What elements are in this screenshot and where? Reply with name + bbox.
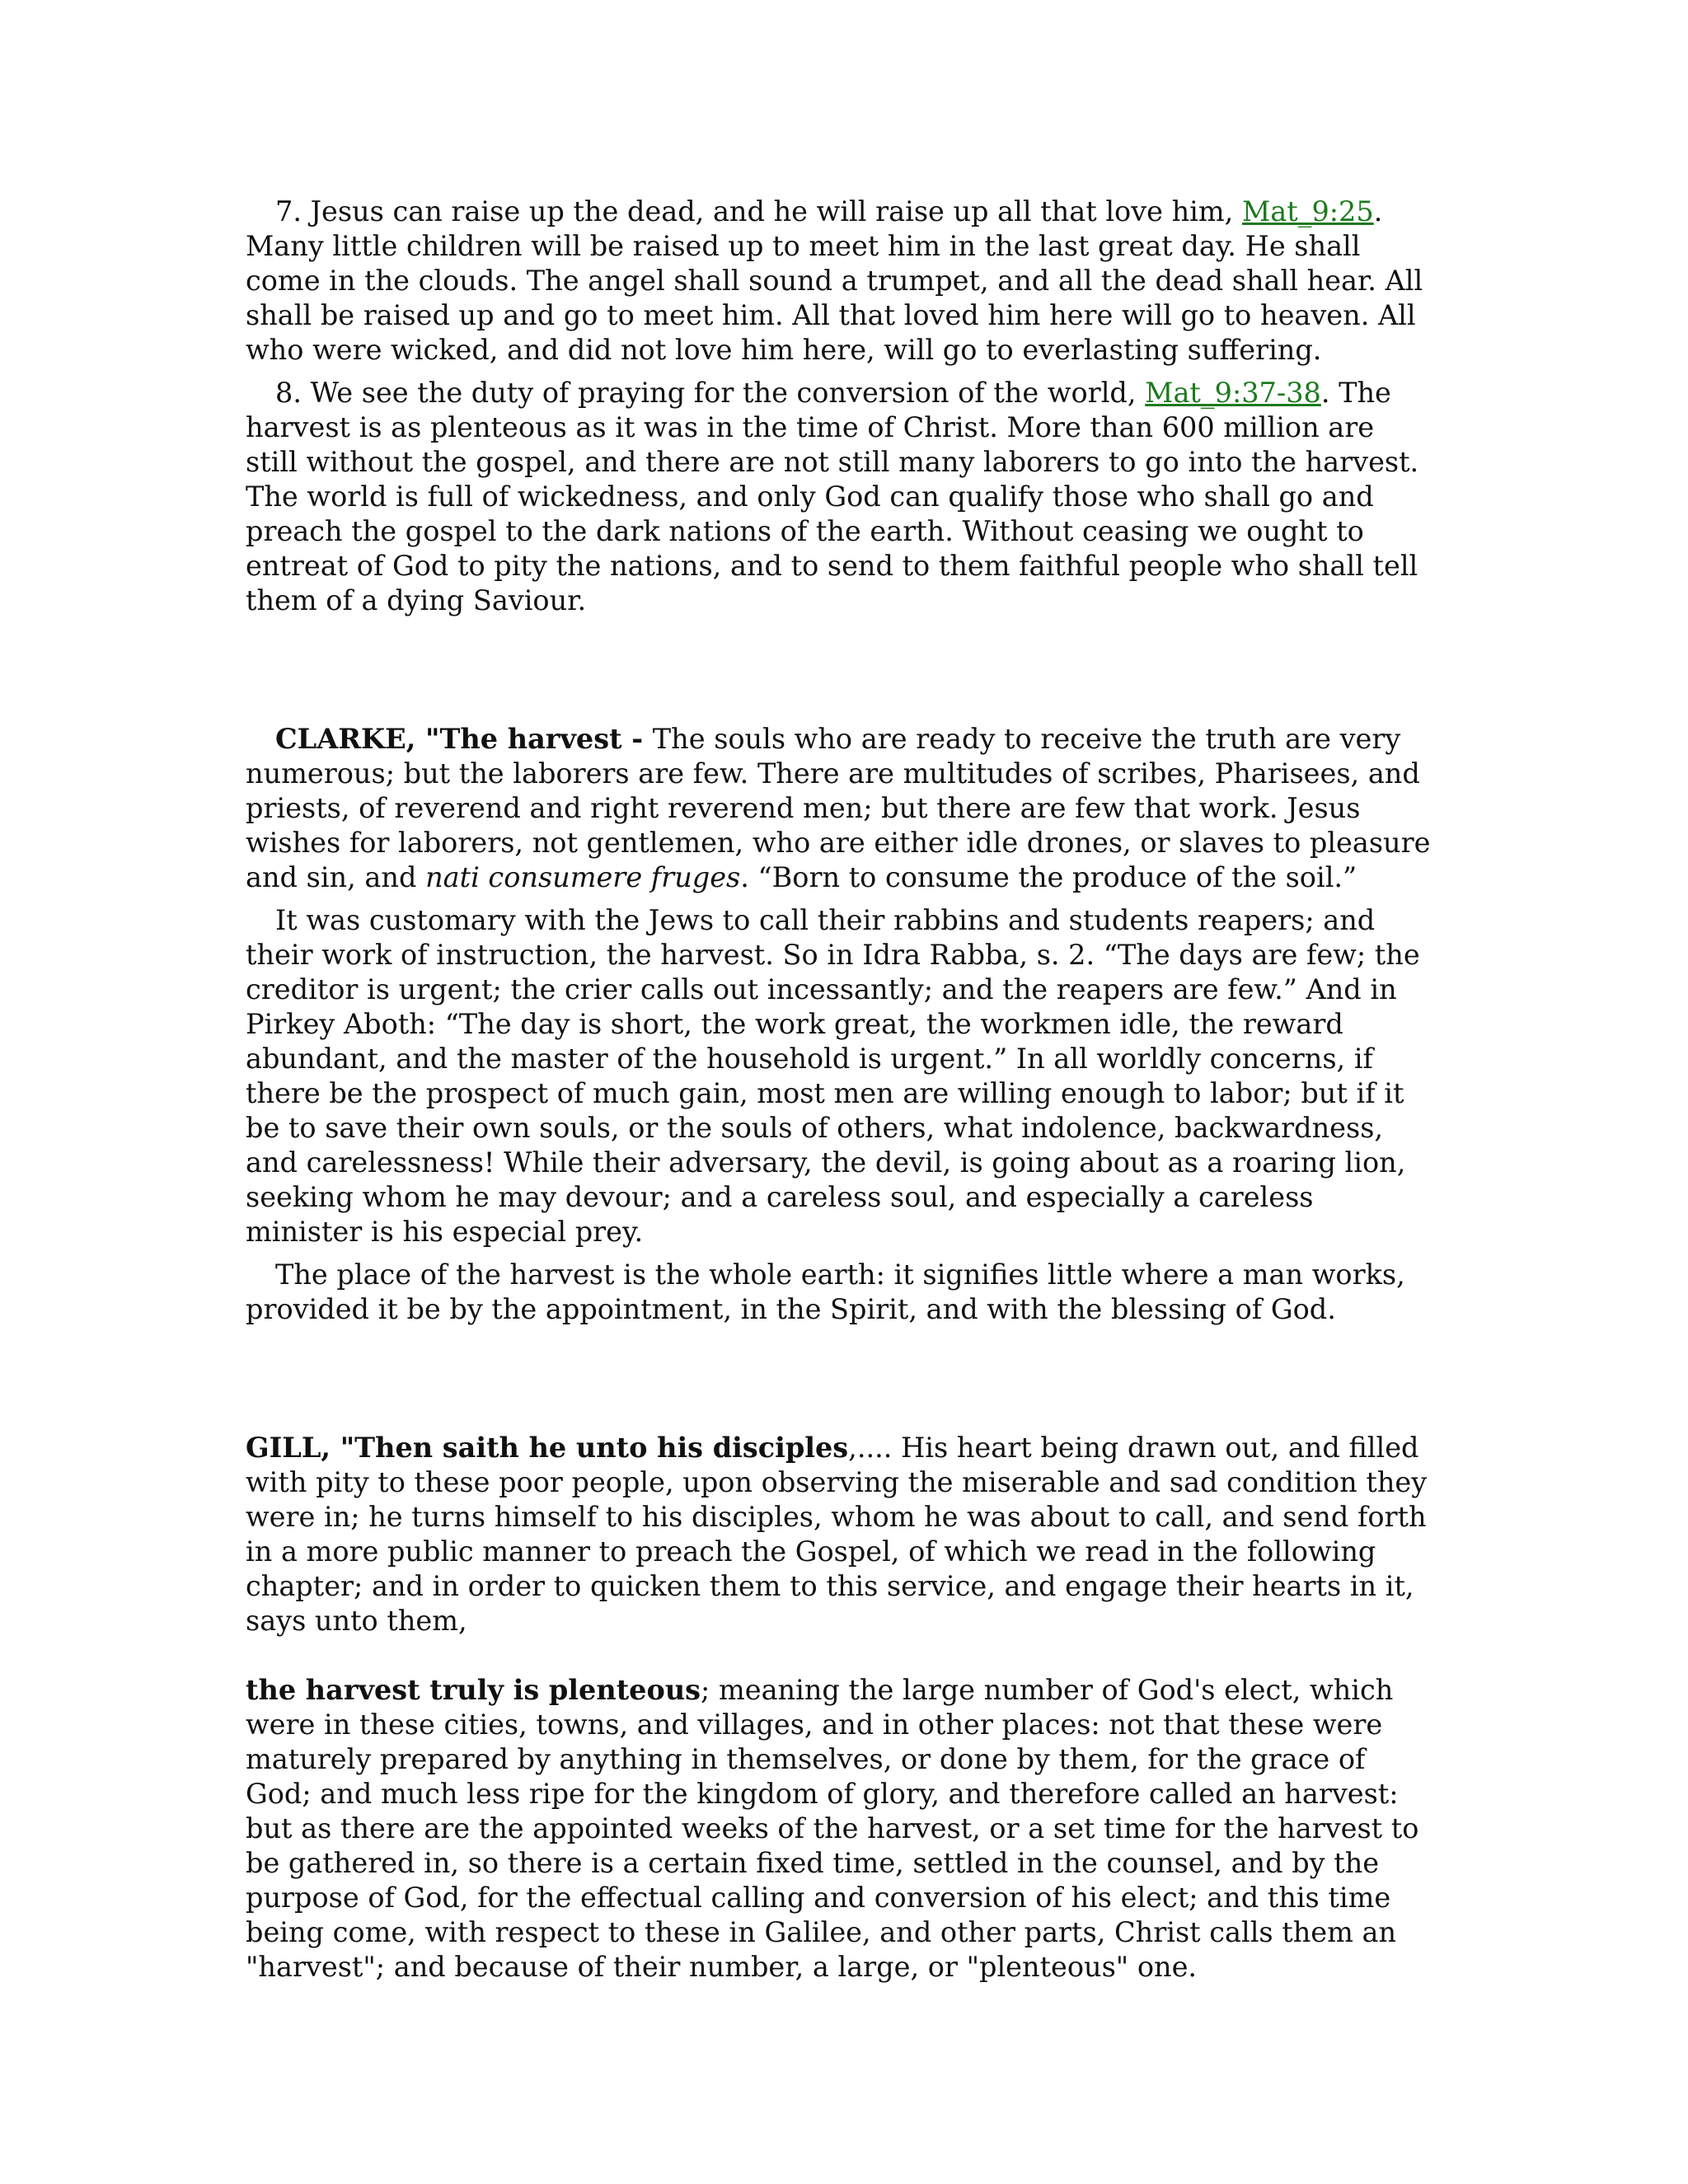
clarke-latin-phrase: nati consumere fruges xyxy=(425,861,741,893)
paragraph-7-text-cont: . Many little children will be raised up to meet him in the last great day. He shall come in the clouds. The angel shall sound a trumpet, and all the dead shall hear. All shall be raised up and go to meet him. All that loved him here will go to heaven. All who were wicked, and did not love him here, will go to everlasting suffering. xyxy=(246,195,1423,366)
document-page xyxy=(246,194,1432,1985)
clarke-heading: CLARKE, "The harvest - xyxy=(275,723,653,755)
clarke-paragraph-2: It was customary with the Jews to call their rabbins and students reapers; and their work of instruction, the harvest. So in Idra Rabba, s. 2. “The days are few; the creditor is urgent; the crier calls out incessantly; and the reapers are few.” And in Pirkey Aboth: “The day is short, the work great, the workmen idle, the reward abundant, and the master of the household is urgent.” In all worldly concerns, if there be the prospect of much gain, most men are willing enough to labor; but if it be to save their own souls, or the souls of others, what indolence, backwardness, and carelessness! While their adversary, the devil, is going about as a roaring lion, seeking whom he may devour; and a careless soul, and especially a careless minister is his especial prey. xyxy=(246,904,1420,1248)
gill-text-2: ; meaning the large number of God's elect, which were in these cities, towns, and villages, and in other places: not that these were maturely prepared by anything in themselves, or done by them, for the grace of God; and much less ripe for the kingdom of glory, and therefore called an harvest: but as there are the appointed weeks of the harvest, or a set time for the harvest to be gathered in, so there is a certain fixed time, settled in the counsel, and by the purpose of God, for the effectual calling and conversion of his elect; and this time being come, with respect to these in Galilee, and other parts, Christ calls them an "harvest"; and because of their number, a large, or "plenteous" one. xyxy=(246,1674,1419,1983)
scripture-link-mat-9-25[interactable]: Mat_9:25 xyxy=(1241,195,1374,227)
gill-paragraph-1 xyxy=(246,1431,1432,1638)
paragraph-8-text-cont: . The harvest is as plenteous as it was in the time of Christ. More than 600 million are still without the gospel, and there are not still many laborers to go into the harvest. The world is full of wickedness, and only God can qualify those who shall go and preach the gospel to the dark nations of the earth. Without ceasing we ought to entreat of God to pity the nations, and to send to them faithful people who shall tell them of a dying Saviour. xyxy=(246,377,1419,616)
clarke-paragraph-1 xyxy=(246,722,1432,895)
clarke-text: The souls who are ready to receive the truth are very numerous; but the laborers are few. There are multitudes of scribes, Pharisees, and priests, of reverend and right reverend men; but there are few that work. Jesus wishes for laborers, not gentlemen, who are either idle drones, or slaves to pleasure and sin, and xyxy=(246,723,1431,893)
clarke-paragraph-3: The place of the harvest is the whole earth: it signifies little where a man works, provided it be by the appointment, in the Spirit, and with the blessing of God. xyxy=(246,1258,1405,1325)
gill-heading: GILL, "Then saith he unto his disciples xyxy=(246,1432,849,1464)
paragraph-8 xyxy=(246,376,1432,618)
gill-text: ,.... His heart being drawn out, and filled with pity to these poor people, upon observing the miserable and sad condition they were in; he turns himself to his disciples, whom he was about to call, and send forth in a more public manner to preach the Gospel, of which we read in the following chapter; and in order to quicken them to this service, and engage their hearts in it, says unto them, xyxy=(246,1432,1428,1637)
paragraph-8-text: 8. We see the duty of praying for the conversion of the world, xyxy=(275,377,1146,409)
gill-paragraph-2 xyxy=(246,1673,1432,1985)
paragraph-7 xyxy=(246,194,1432,368)
scripture-link-mat-9-37-38[interactable]: Mat_9:37-38 xyxy=(1145,377,1321,409)
clarke-text-cont: . “Born to consume the produce of the soil.” xyxy=(740,861,1357,893)
gill-subheading: the harvest truly is plenteous xyxy=(246,1674,701,1706)
paragraph-7-text: 7. Jesus can raise up the dead, and he will raise up all that love him, xyxy=(275,195,1242,227)
